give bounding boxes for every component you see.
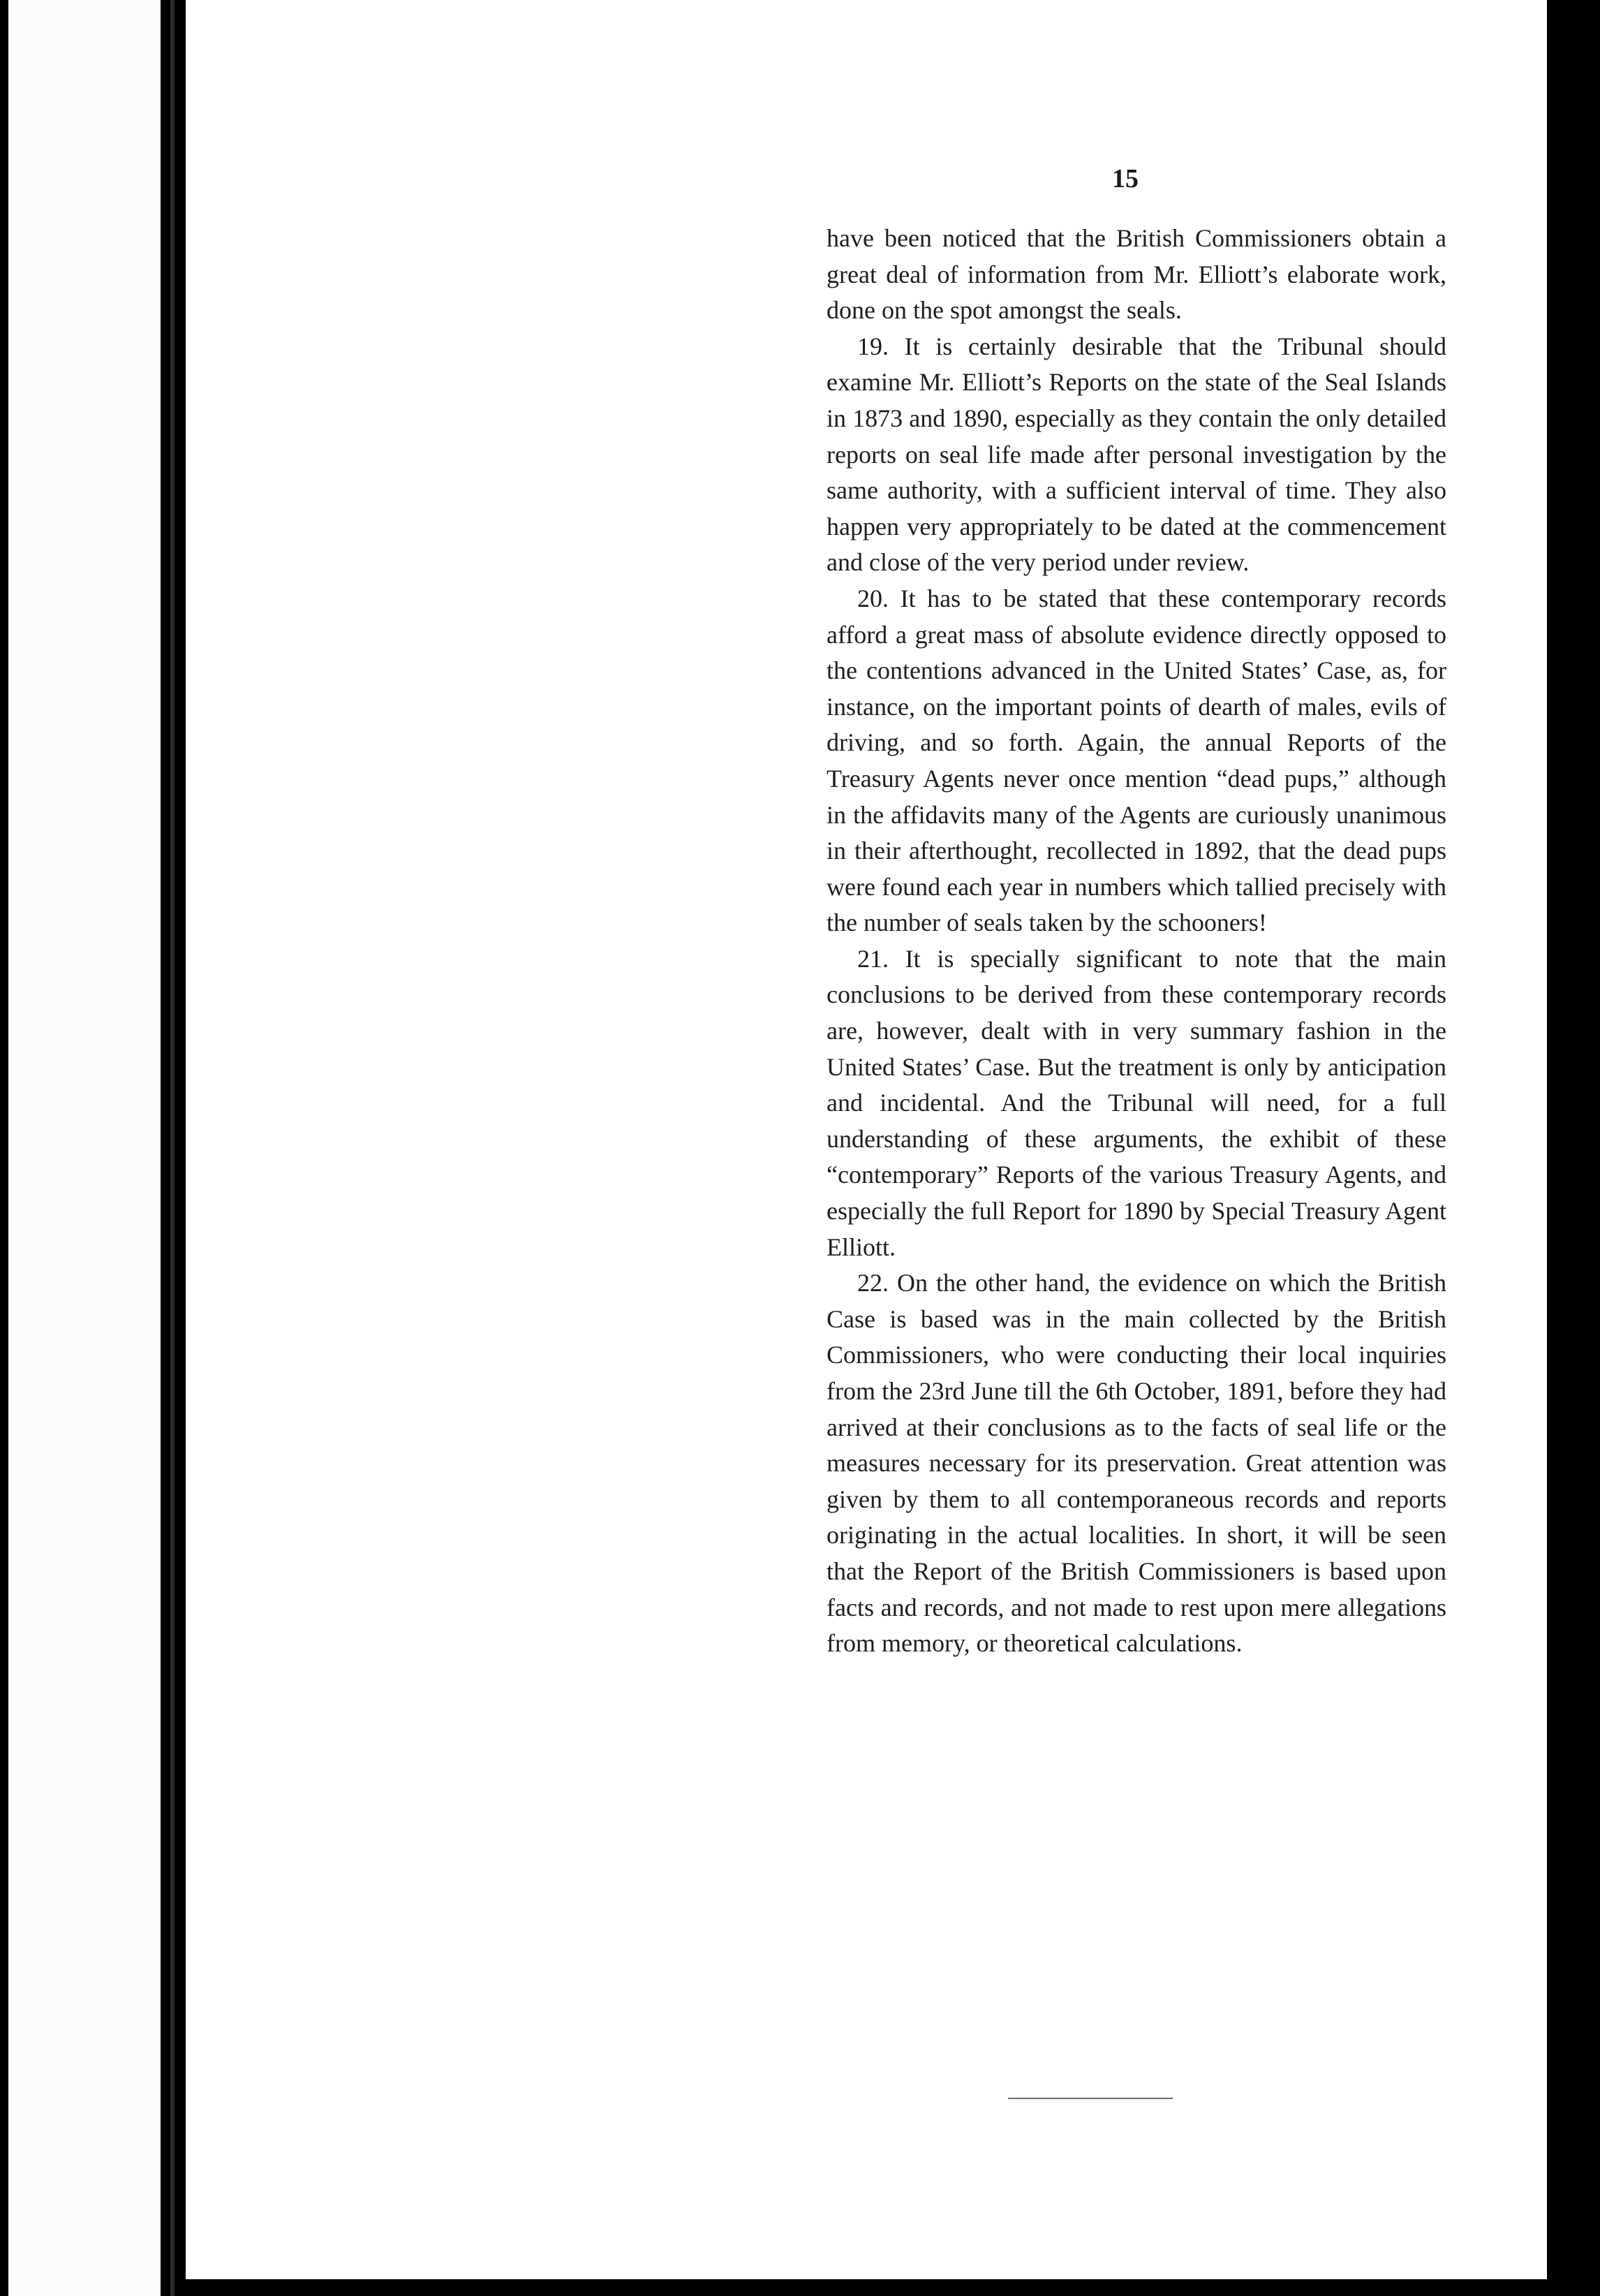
book-gutter-shadow: [170, 0, 175, 2296]
end-rule: [1008, 2098, 1173, 2099]
page-number: 15: [1112, 164, 1139, 193]
scan-right-edge: [1547, 0, 1600, 2296]
scan-left-edge: [0, 0, 8, 2296]
paragraph-19: 19. It is certainly desirable that the Tribunal should examine Mr. Elliott’s Reports on the state of the Seal Islands in 1873 and 1890, especially as they contain the only detailed reports on seal life made after personal investigation by the same authority, with a sufficient interval of time. They also happen very appropriately to be dated at the commencement and close of the very period under review.: [827, 332, 1446, 577]
body-text: [827, 221, 1446, 1662]
facing-page-margin: [8, 0, 161, 2296]
paragraph-20: 20. It has to be stated that these contemporary records afford a great mass of absolute evidence directly opposed to the contentions advanced in the United States’ Case, as, for instance, on the important points of dearth of males, evils of driving, and so forth. Again, the annual Reports of the Treasury Agents never once mention “dead pups,” although in the affidavits many of the Agents are curiously unanimous in their afterthought, recollected in 1892, that the dead pups were found each year in numbers which tallied precisely with the number of seals taken by the schooners!: [827, 584, 1446, 937]
scan-bottom-edge: [186, 2279, 1547, 2296]
paragraph-21: 21. It is specially significant to note that the main conclusions to be derived from these contemporary records are, however, dealt with in very summary fashion in the United States’ Case. But the treatment is only by anticipation and incidental. And the Tribunal will need, for a full understanding of these arguments, the exhibit of these “contemporary” Reports of the various Treasury Agents, and especially the full Report for 1890 by Special Treasury Agent Elliott.: [827, 944, 1446, 1261]
paragraph-22: 22. On the other hand, the evidence on which the British Case is based was in the main collected by the British Commissioners, who were conducting their local inquiries from the 23rd June till the 6th October, 1891, before they had arrived at their conclusions as to the facts of seal life or the measures necessary for its preservation. Great attention was given by them to all contemporaneous records and reports originating in the actual localities. In short, it will be seen that the Report of the British Commissioners is based upon facts and records, and not made to rest upon mere allegations from memory, or theoretical calculations.: [827, 1269, 1446, 1658]
paragraph-continuation: have been noticed that the British Commissioners obtain a great deal of information from Mr. Elliott’s elaborate work, done on the spot amongst the seals.: [827, 224, 1446, 325]
